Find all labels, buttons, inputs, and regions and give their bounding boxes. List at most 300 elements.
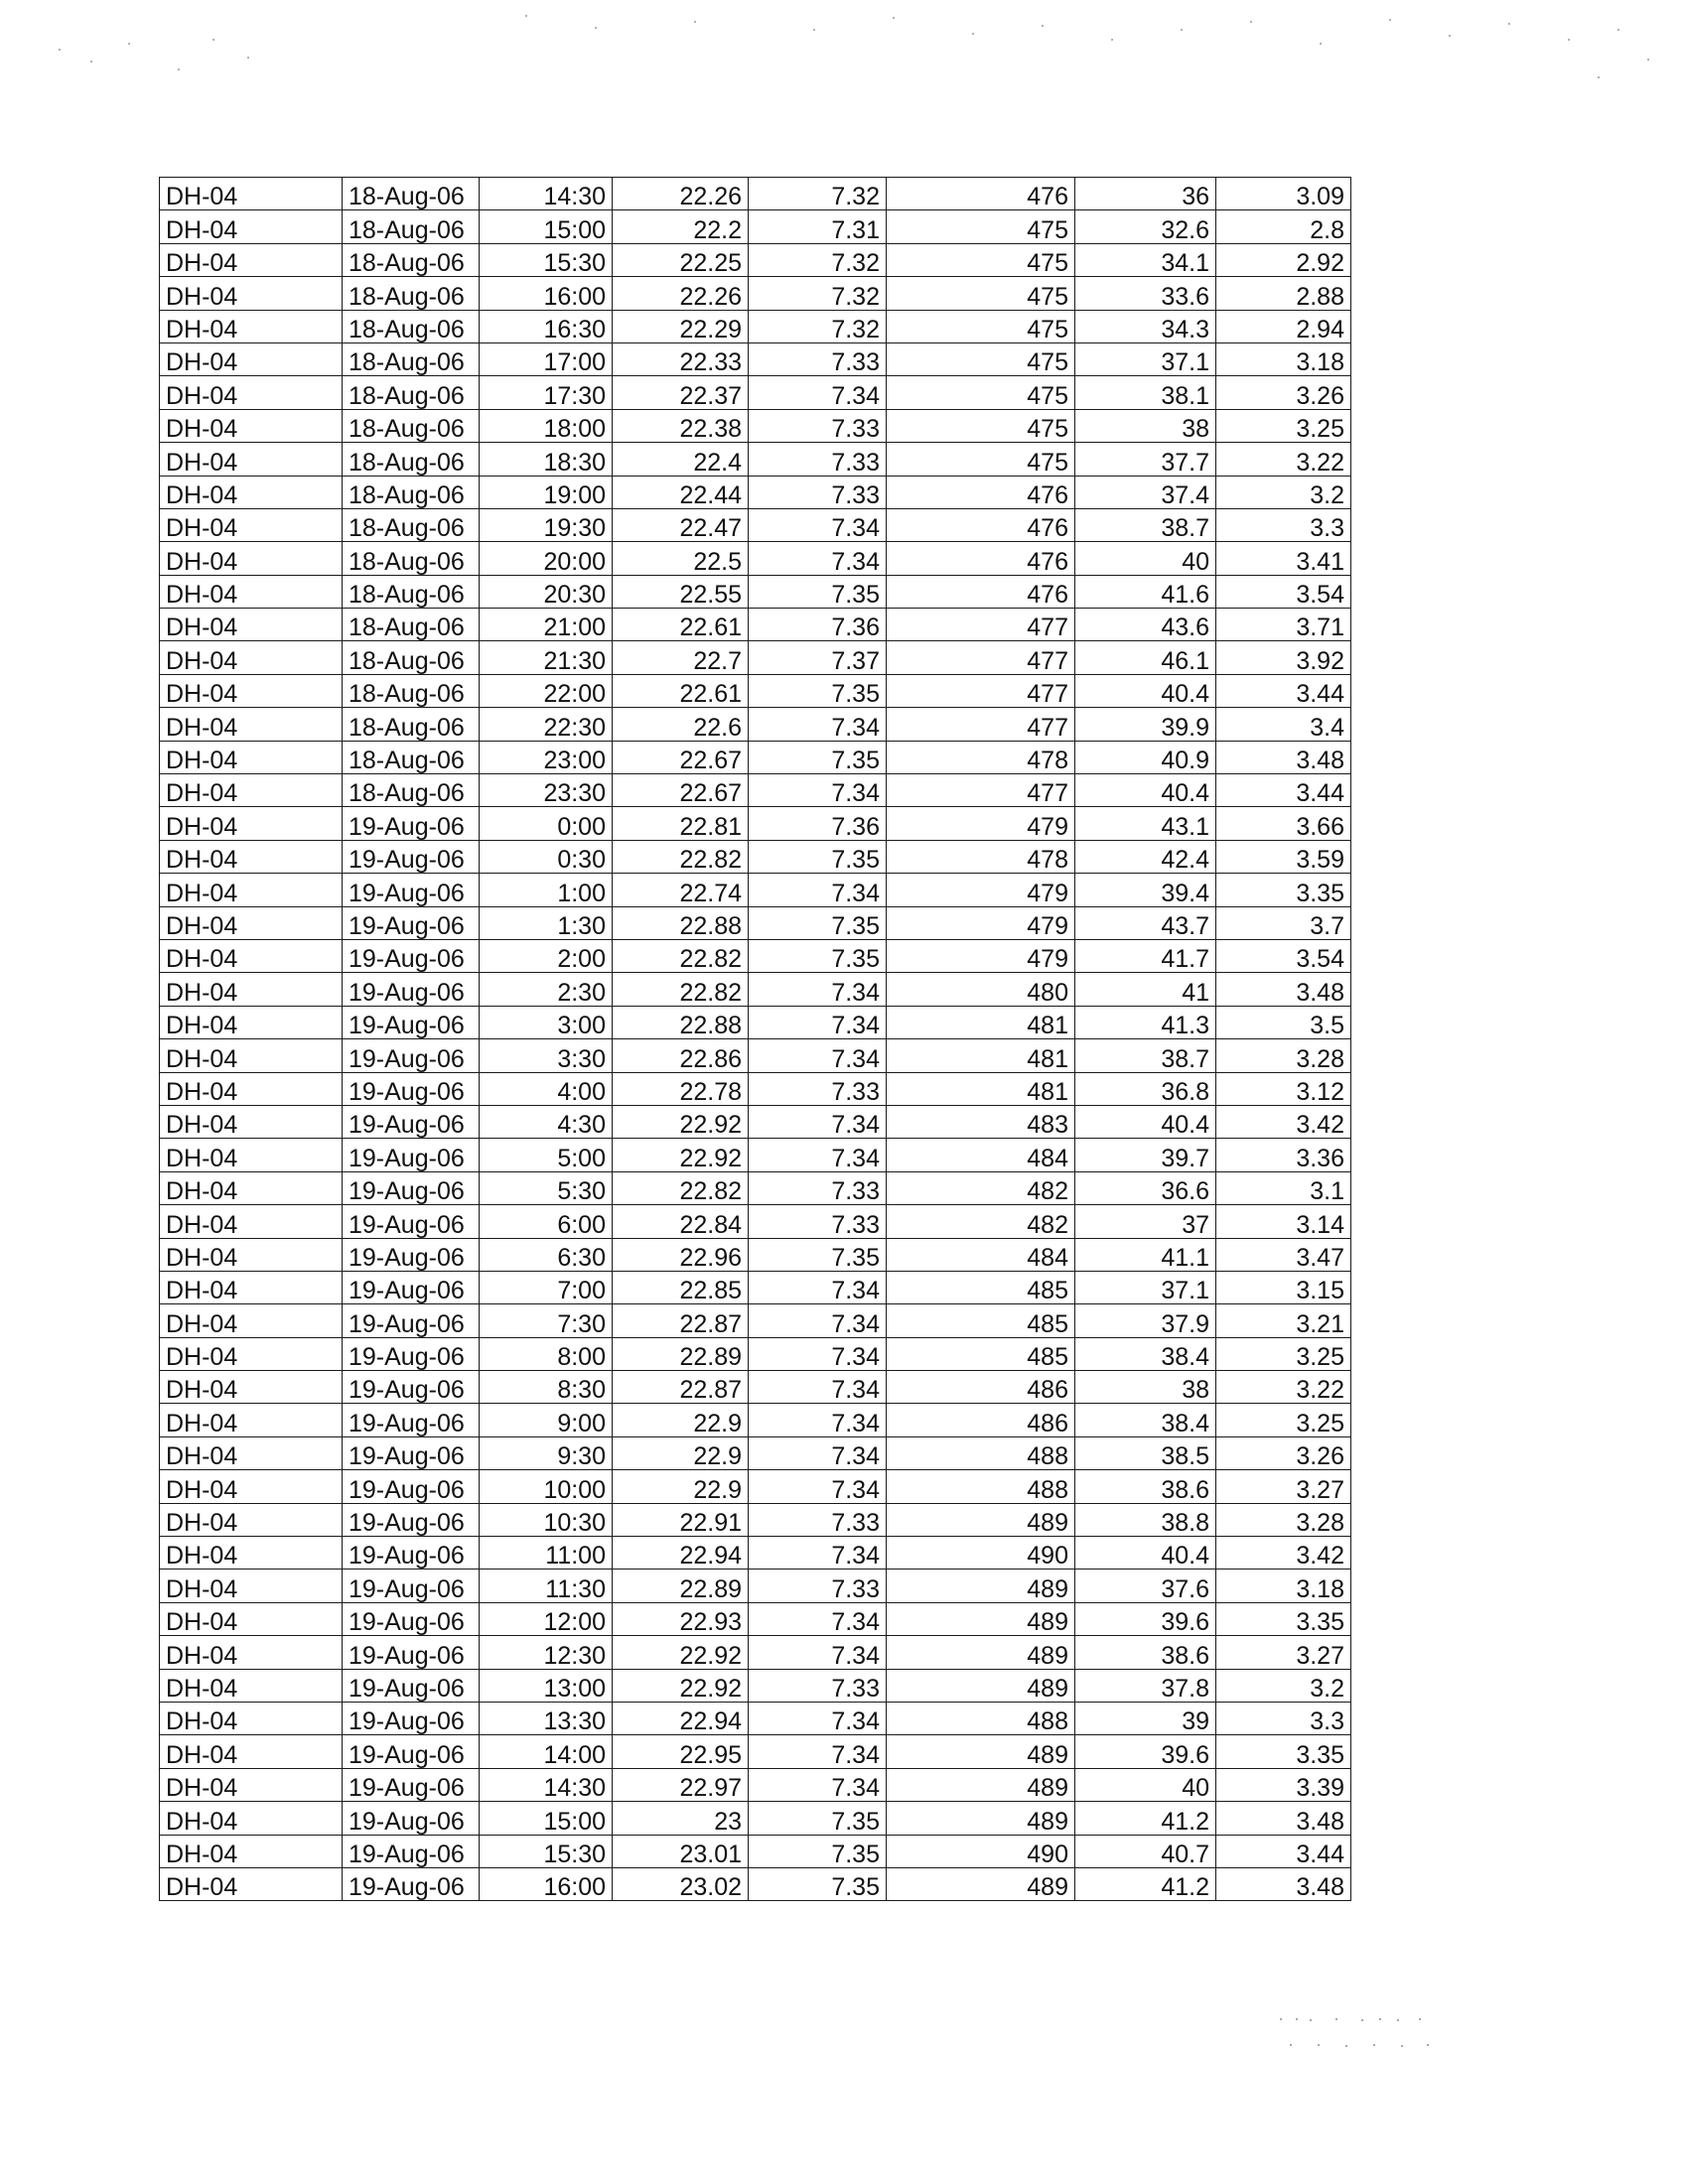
time-cell: 16:00 xyxy=(480,277,613,310)
conductivity-cell: 481 xyxy=(887,1072,1075,1105)
value-cell: 3.18 xyxy=(1216,342,1351,375)
table-row xyxy=(160,1835,1351,1867)
table-row xyxy=(160,874,1351,906)
date-cell: 18-Aug-06 xyxy=(343,376,480,409)
table-row xyxy=(160,1337,1351,1370)
conductivity-cell: 489 xyxy=(887,1503,1075,1536)
date-cell: 18-Aug-06 xyxy=(343,409,480,442)
time-cell: 14:30 xyxy=(480,1768,613,1801)
value-cell: 3.71 xyxy=(1216,609,1351,641)
ph-cell: 7.32 xyxy=(749,310,887,342)
temperature-cell: 22.67 xyxy=(613,774,749,807)
reading-cell: 41.1 xyxy=(1075,1238,1216,1271)
reading-cell: 33.6 xyxy=(1075,277,1216,310)
site-id-cell: DH-04 xyxy=(160,1006,343,1038)
conductivity-cell: 479 xyxy=(887,939,1075,972)
conductivity-cell: 476 xyxy=(887,178,1075,210)
reading-cell: 41.2 xyxy=(1075,1867,1216,1900)
conductivity-cell: 488 xyxy=(887,1436,1075,1469)
site-id-cell: DH-04 xyxy=(160,1735,343,1768)
date-cell: 19-Aug-06 xyxy=(343,1105,480,1138)
ph-cell: 7.34 xyxy=(749,1039,887,1072)
date-cell: 19-Aug-06 xyxy=(343,1337,480,1370)
ph-cell: 7.33 xyxy=(749,1205,887,1238)
ph-cell: 7.34 xyxy=(749,376,887,409)
ph-cell: 7.36 xyxy=(749,609,887,641)
date-cell: 19-Aug-06 xyxy=(343,1039,480,1072)
time-cell: 10:00 xyxy=(480,1470,613,1503)
reading-cell: 38.6 xyxy=(1075,1636,1216,1669)
site-id-cell: DH-04 xyxy=(160,1271,343,1303)
table-row xyxy=(160,708,1351,741)
value-cell: 3.48 xyxy=(1216,1802,1351,1835)
reading-cell: 38.1 xyxy=(1075,376,1216,409)
reading-cell: 34.3 xyxy=(1075,310,1216,342)
site-id-cell: DH-04 xyxy=(160,508,343,541)
reading-cell: 38.8 xyxy=(1075,1503,1216,1536)
ph-cell: 7.35 xyxy=(749,1835,887,1867)
value-cell: 3.59 xyxy=(1216,840,1351,873)
table-row xyxy=(160,1436,1351,1469)
table-row xyxy=(160,575,1351,608)
value-cell: 3.44 xyxy=(1216,1835,1351,1867)
reading-cell: 43.7 xyxy=(1075,906,1216,939)
table-row xyxy=(160,1139,1351,1171)
table-row xyxy=(160,178,1351,210)
conductivity-cell: 475 xyxy=(887,409,1075,442)
date-cell: 19-Aug-06 xyxy=(343,1636,480,1669)
table-row xyxy=(160,1768,1351,1801)
time-cell: 13:00 xyxy=(480,1669,613,1702)
site-id-cell: DH-04 xyxy=(160,1205,343,1238)
temperature-cell: 23.02 xyxy=(613,1867,749,1900)
temperature-cell: 22.82 xyxy=(613,973,749,1006)
date-cell: 19-Aug-06 xyxy=(343,1139,480,1171)
conductivity-cell: 485 xyxy=(887,1337,1075,1370)
time-cell: 13:30 xyxy=(480,1702,613,1734)
ph-cell: 7.35 xyxy=(749,741,887,773)
site-id-cell: DH-04 xyxy=(160,409,343,442)
site-id-cell: DH-04 xyxy=(160,542,343,575)
ph-cell: 7.34 xyxy=(749,1436,887,1469)
reading-cell: 37.7 xyxy=(1075,443,1216,476)
value-cell: 3.66 xyxy=(1216,807,1351,840)
date-cell: 18-Aug-06 xyxy=(343,508,480,541)
temperature-cell: 22.89 xyxy=(613,1337,749,1370)
site-id-cell: DH-04 xyxy=(160,973,343,1006)
time-cell: 15:00 xyxy=(480,210,613,243)
time-cell: 3:00 xyxy=(480,1006,613,1038)
table-row xyxy=(160,1105,1351,1138)
reading-cell: 38.6 xyxy=(1075,1470,1216,1503)
time-cell: 20:30 xyxy=(480,575,613,608)
value-cell: 3.14 xyxy=(1216,1205,1351,1238)
time-cell: 16:30 xyxy=(480,310,613,342)
value-cell: 3.7 xyxy=(1216,906,1351,939)
site-id-cell: DH-04 xyxy=(160,1105,343,1138)
time-cell: 21:30 xyxy=(480,641,613,674)
ph-cell: 7.34 xyxy=(749,774,887,807)
ph-cell: 7.32 xyxy=(749,243,887,276)
date-cell: 19-Aug-06 xyxy=(343,1835,480,1867)
reading-cell: 42.4 xyxy=(1075,840,1216,873)
table-row xyxy=(160,1171,1351,1204)
date-cell: 18-Aug-06 xyxy=(343,542,480,575)
date-cell: 19-Aug-06 xyxy=(343,1271,480,1303)
ph-cell: 7.33 xyxy=(749,476,887,508)
date-cell: 19-Aug-06 xyxy=(343,1006,480,1038)
date-cell: 19-Aug-06 xyxy=(343,1537,480,1570)
site-id-cell: DH-04 xyxy=(160,874,343,906)
time-cell: 9:30 xyxy=(480,1436,613,1469)
value-cell: 3.35 xyxy=(1216,874,1351,906)
ph-cell: 7.34 xyxy=(749,1139,887,1171)
time-cell: 17:00 xyxy=(480,342,613,375)
value-cell: 2.8 xyxy=(1216,210,1351,243)
time-cell: 10:30 xyxy=(480,1503,613,1536)
value-cell: 3.39 xyxy=(1216,1768,1351,1801)
site-id-cell: DH-04 xyxy=(160,939,343,972)
date-cell: 19-Aug-06 xyxy=(343,973,480,1006)
conductivity-cell: 488 xyxy=(887,1470,1075,1503)
value-cell: 3.15 xyxy=(1216,1271,1351,1303)
site-id-cell: DH-04 xyxy=(160,1337,343,1370)
site-id-cell: DH-04 xyxy=(160,575,343,608)
site-id-cell: DH-04 xyxy=(160,1602,343,1635)
value-cell: 3.48 xyxy=(1216,741,1351,773)
time-cell: 15:30 xyxy=(480,1835,613,1867)
conductivity-cell: 475 xyxy=(887,243,1075,276)
reading-cell: 37.6 xyxy=(1075,1570,1216,1602)
site-id-cell: DH-04 xyxy=(160,1867,343,1900)
conductivity-cell: 475 xyxy=(887,443,1075,476)
reading-cell: 38.4 xyxy=(1075,1404,1216,1436)
time-cell: 6:00 xyxy=(480,1205,613,1238)
time-cell: 14:00 xyxy=(480,1735,613,1768)
date-cell: 19-Aug-06 xyxy=(343,1768,480,1801)
ph-cell: 7.32 xyxy=(749,178,887,210)
table-row xyxy=(160,508,1351,541)
time-cell: 12:00 xyxy=(480,1602,613,1635)
table-row xyxy=(160,973,1351,1006)
reading-cell: 36 xyxy=(1075,178,1216,210)
ph-cell: 7.34 xyxy=(749,1602,887,1635)
time-cell: 22:30 xyxy=(480,708,613,741)
value-cell: 3.3 xyxy=(1216,508,1351,541)
site-id-cell: DH-04 xyxy=(160,1238,343,1271)
conductivity-cell: 478 xyxy=(887,741,1075,773)
time-cell: 19:30 xyxy=(480,508,613,541)
site-id-cell: DH-04 xyxy=(160,1404,343,1436)
temperature-cell: 22.7 xyxy=(613,641,749,674)
ph-cell: 7.34 xyxy=(749,1470,887,1503)
value-cell: 2.88 xyxy=(1216,277,1351,310)
ph-cell: 7.37 xyxy=(749,641,887,674)
reading-cell: 40.4 xyxy=(1075,1537,1216,1570)
table-row xyxy=(160,476,1351,508)
site-id-cell: DH-04 xyxy=(160,1802,343,1835)
time-cell: 23:30 xyxy=(480,774,613,807)
site-id-cell: DH-04 xyxy=(160,1039,343,1072)
conductivity-cell: 489 xyxy=(887,1636,1075,1669)
ph-cell: 7.35 xyxy=(749,575,887,608)
table-row xyxy=(160,1867,1351,1900)
site-id-cell: DH-04 xyxy=(160,641,343,674)
value-cell: 3.41 xyxy=(1216,542,1351,575)
time-cell: 19:00 xyxy=(480,476,613,508)
ph-cell: 7.33 xyxy=(749,1072,887,1105)
table-row xyxy=(160,376,1351,409)
reading-cell: 39.4 xyxy=(1075,874,1216,906)
value-cell: 2.92 xyxy=(1216,243,1351,276)
site-id-cell: DH-04 xyxy=(160,1503,343,1536)
table-body xyxy=(160,178,1351,1901)
value-cell: 3.35 xyxy=(1216,1602,1351,1635)
date-cell: 19-Aug-06 xyxy=(343,807,480,840)
ph-cell: 7.35 xyxy=(749,1802,887,1835)
temperature-cell: 22.78 xyxy=(613,1072,749,1105)
temperature-cell: 22.94 xyxy=(613,1702,749,1734)
ph-cell: 7.36 xyxy=(749,807,887,840)
ph-cell: 7.34 xyxy=(749,1337,887,1370)
reading-cell: 40.4 xyxy=(1075,674,1216,707)
ph-cell: 7.34 xyxy=(749,542,887,575)
site-id-cell: DH-04 xyxy=(160,1768,343,1801)
reading-cell: 39 xyxy=(1075,1702,1216,1734)
site-id-cell: DH-04 xyxy=(160,674,343,707)
date-cell: 18-Aug-06 xyxy=(343,476,480,508)
reading-cell: 40.9 xyxy=(1075,741,1216,773)
site-id-cell: DH-04 xyxy=(160,1702,343,1734)
reading-cell: 37 xyxy=(1075,1205,1216,1238)
time-cell: 15:00 xyxy=(480,1802,613,1835)
date-cell: 18-Aug-06 xyxy=(343,674,480,707)
conductivity-cell: 481 xyxy=(887,1039,1075,1072)
reading-cell: 41 xyxy=(1075,973,1216,1006)
value-cell: 3.25 xyxy=(1216,1337,1351,1370)
value-cell: 3.5 xyxy=(1216,1006,1351,1038)
value-cell: 3.27 xyxy=(1216,1470,1351,1503)
temperature-cell: 22.6 xyxy=(613,708,749,741)
reading-cell: 39.6 xyxy=(1075,1735,1216,1768)
date-cell: 18-Aug-06 xyxy=(343,774,480,807)
temperature-cell: 22.85 xyxy=(613,1271,749,1303)
value-cell: 3.4 xyxy=(1216,708,1351,741)
time-cell: 0:00 xyxy=(480,807,613,840)
ph-cell: 7.35 xyxy=(749,906,887,939)
time-cell: 1:30 xyxy=(480,906,613,939)
date-cell: 18-Aug-06 xyxy=(343,641,480,674)
site-id-cell: DH-04 xyxy=(160,741,343,773)
time-cell: 18:00 xyxy=(480,409,613,442)
temperature-cell: 23.01 xyxy=(613,1835,749,1867)
site-id-cell: DH-04 xyxy=(160,1171,343,1204)
date-cell: 19-Aug-06 xyxy=(343,1238,480,1271)
conductivity-cell: 489 xyxy=(887,1867,1075,1900)
ph-cell: 7.34 xyxy=(749,1304,887,1337)
date-cell: 18-Aug-06 xyxy=(343,210,480,243)
conductivity-cell: 477 xyxy=(887,674,1075,707)
conductivity-cell: 490 xyxy=(887,1835,1075,1867)
temperature-cell: 22.96 xyxy=(613,1238,749,1271)
conductivity-cell: 484 xyxy=(887,1238,1075,1271)
reading-cell: 41.3 xyxy=(1075,1006,1216,1038)
conductivity-cell: 489 xyxy=(887,1768,1075,1801)
table-row xyxy=(160,1006,1351,1038)
value-cell: 3.21 xyxy=(1216,1304,1351,1337)
site-id-cell: DH-04 xyxy=(160,1570,343,1602)
temperature-cell: 22.25 xyxy=(613,243,749,276)
temperature-cell: 22.93 xyxy=(613,1602,749,1635)
conductivity-cell: 489 xyxy=(887,1735,1075,1768)
site-id-cell: DH-04 xyxy=(160,906,343,939)
value-cell: 3.92 xyxy=(1216,641,1351,674)
time-cell: 2:30 xyxy=(480,973,613,1006)
reading-cell: 43.6 xyxy=(1075,609,1216,641)
reading-cell: 34.1 xyxy=(1075,243,1216,276)
reading-cell: 43.1 xyxy=(1075,807,1216,840)
reading-cell: 38.5 xyxy=(1075,1436,1216,1469)
site-id-cell: DH-04 xyxy=(160,476,343,508)
temperature-cell: 22.89 xyxy=(613,1570,749,1602)
conductivity-cell: 489 xyxy=(887,1570,1075,1602)
conductivity-cell: 475 xyxy=(887,277,1075,310)
value-cell: 3.3 xyxy=(1216,1702,1351,1734)
site-id-cell: DH-04 xyxy=(160,243,343,276)
value-cell: 3.36 xyxy=(1216,1139,1351,1171)
conductivity-cell: 484 xyxy=(887,1139,1075,1171)
site-id-cell: DH-04 xyxy=(160,376,343,409)
value-cell: 3.47 xyxy=(1216,1238,1351,1271)
temperature-cell: 22.37 xyxy=(613,376,749,409)
table-row xyxy=(160,1371,1351,1404)
temperature-cell: 22.61 xyxy=(613,674,749,707)
ph-cell: 7.34 xyxy=(749,1636,887,1669)
reading-cell: 38.7 xyxy=(1075,508,1216,541)
time-cell: 14:30 xyxy=(480,178,613,210)
time-cell: 21:00 xyxy=(480,609,613,641)
temperature-cell: 22.33 xyxy=(613,342,749,375)
conductivity-cell: 480 xyxy=(887,973,1075,1006)
table-row xyxy=(160,443,1351,476)
site-id-cell: DH-04 xyxy=(160,1537,343,1570)
conductivity-cell: 481 xyxy=(887,1006,1075,1038)
table-row xyxy=(160,1570,1351,1602)
temperature-cell: 22.74 xyxy=(613,874,749,906)
ph-cell: 7.34 xyxy=(749,508,887,541)
reading-cell: 38 xyxy=(1075,409,1216,442)
ph-cell: 7.35 xyxy=(749,840,887,873)
temperature-cell: 22.26 xyxy=(613,178,749,210)
conductivity-cell: 485 xyxy=(887,1304,1075,1337)
ph-cell: 7.33 xyxy=(749,1570,887,1602)
date-cell: 18-Aug-06 xyxy=(343,178,480,210)
reading-cell: 41.2 xyxy=(1075,1802,1216,1835)
temperature-cell: 22.92 xyxy=(613,1105,749,1138)
date-cell: 18-Aug-06 xyxy=(343,443,480,476)
date-cell: 18-Aug-06 xyxy=(343,575,480,608)
site-id-cell: DH-04 xyxy=(160,1139,343,1171)
table-row xyxy=(160,1636,1351,1669)
reading-cell: 37.1 xyxy=(1075,1271,1216,1303)
temperature-cell: 23 xyxy=(613,1802,749,1835)
value-cell: 3.48 xyxy=(1216,973,1351,1006)
time-cell: 8:30 xyxy=(480,1371,613,1404)
table-row xyxy=(160,1039,1351,1072)
temperature-cell: 22.47 xyxy=(613,508,749,541)
table-row xyxy=(160,542,1351,575)
conductivity-cell: 476 xyxy=(887,508,1075,541)
site-id-cell: DH-04 xyxy=(160,310,343,342)
reading-cell: 37.4 xyxy=(1075,476,1216,508)
temperature-cell: 22.9 xyxy=(613,1436,749,1469)
time-cell: 1:00 xyxy=(480,874,613,906)
date-cell: 18-Aug-06 xyxy=(343,310,480,342)
ph-cell: 7.34 xyxy=(749,1105,887,1138)
conductivity-cell: 479 xyxy=(887,807,1075,840)
temperature-cell: 22.92 xyxy=(613,1669,749,1702)
ph-cell: 7.34 xyxy=(749,973,887,1006)
reading-cell: 46.1 xyxy=(1075,641,1216,674)
site-id-cell: DH-04 xyxy=(160,1669,343,1702)
site-id-cell: DH-04 xyxy=(160,807,343,840)
conductivity-cell: 479 xyxy=(887,874,1075,906)
temperature-cell: 22.38 xyxy=(613,409,749,442)
value-cell: 3.26 xyxy=(1216,376,1351,409)
site-id-cell: DH-04 xyxy=(160,178,343,210)
ph-cell: 7.35 xyxy=(749,1867,887,1900)
ph-cell: 7.34 xyxy=(749,708,887,741)
value-cell: 3.12 xyxy=(1216,1072,1351,1105)
date-cell: 19-Aug-06 xyxy=(343,1304,480,1337)
time-cell: 5:00 xyxy=(480,1139,613,1171)
conductivity-cell: 483 xyxy=(887,1105,1075,1138)
temperature-cell: 22.88 xyxy=(613,906,749,939)
reading-cell: 40 xyxy=(1075,1768,1216,1801)
table-row xyxy=(160,1602,1351,1635)
table-row xyxy=(160,1702,1351,1734)
date-cell: 19-Aug-06 xyxy=(343,1171,480,1204)
temperature-cell: 22.67 xyxy=(613,741,749,773)
date-cell: 19-Aug-06 xyxy=(343,1669,480,1702)
ph-cell: 7.34 xyxy=(749,874,887,906)
ph-cell: 7.33 xyxy=(749,1171,887,1204)
conductivity-cell: 490 xyxy=(887,1537,1075,1570)
value-cell: 3.26 xyxy=(1216,1436,1351,1469)
date-cell: 19-Aug-06 xyxy=(343,1702,480,1734)
temperature-cell: 22.88 xyxy=(613,1006,749,1038)
reading-cell: 41.6 xyxy=(1075,575,1216,608)
date-cell: 19-Aug-06 xyxy=(343,1371,480,1404)
date-cell: 18-Aug-06 xyxy=(343,277,480,310)
table-row xyxy=(160,1669,1351,1702)
temperature-cell: 22.94 xyxy=(613,1537,749,1570)
site-id-cell: DH-04 xyxy=(160,708,343,741)
value-cell: 3.44 xyxy=(1216,674,1351,707)
table-row xyxy=(160,906,1351,939)
temperature-cell: 22.92 xyxy=(613,1139,749,1171)
conductivity-cell: 475 xyxy=(887,342,1075,375)
date-cell: 19-Aug-06 xyxy=(343,1503,480,1536)
ph-cell: 7.33 xyxy=(749,409,887,442)
temperature-cell: 22.4 xyxy=(613,443,749,476)
temperature-cell: 22.29 xyxy=(613,310,749,342)
conductivity-cell: 485 xyxy=(887,1271,1075,1303)
table-row xyxy=(160,1072,1351,1105)
ph-cell: 7.35 xyxy=(749,939,887,972)
date-cell: 19-Aug-06 xyxy=(343,1867,480,1900)
table-row xyxy=(160,741,1351,773)
